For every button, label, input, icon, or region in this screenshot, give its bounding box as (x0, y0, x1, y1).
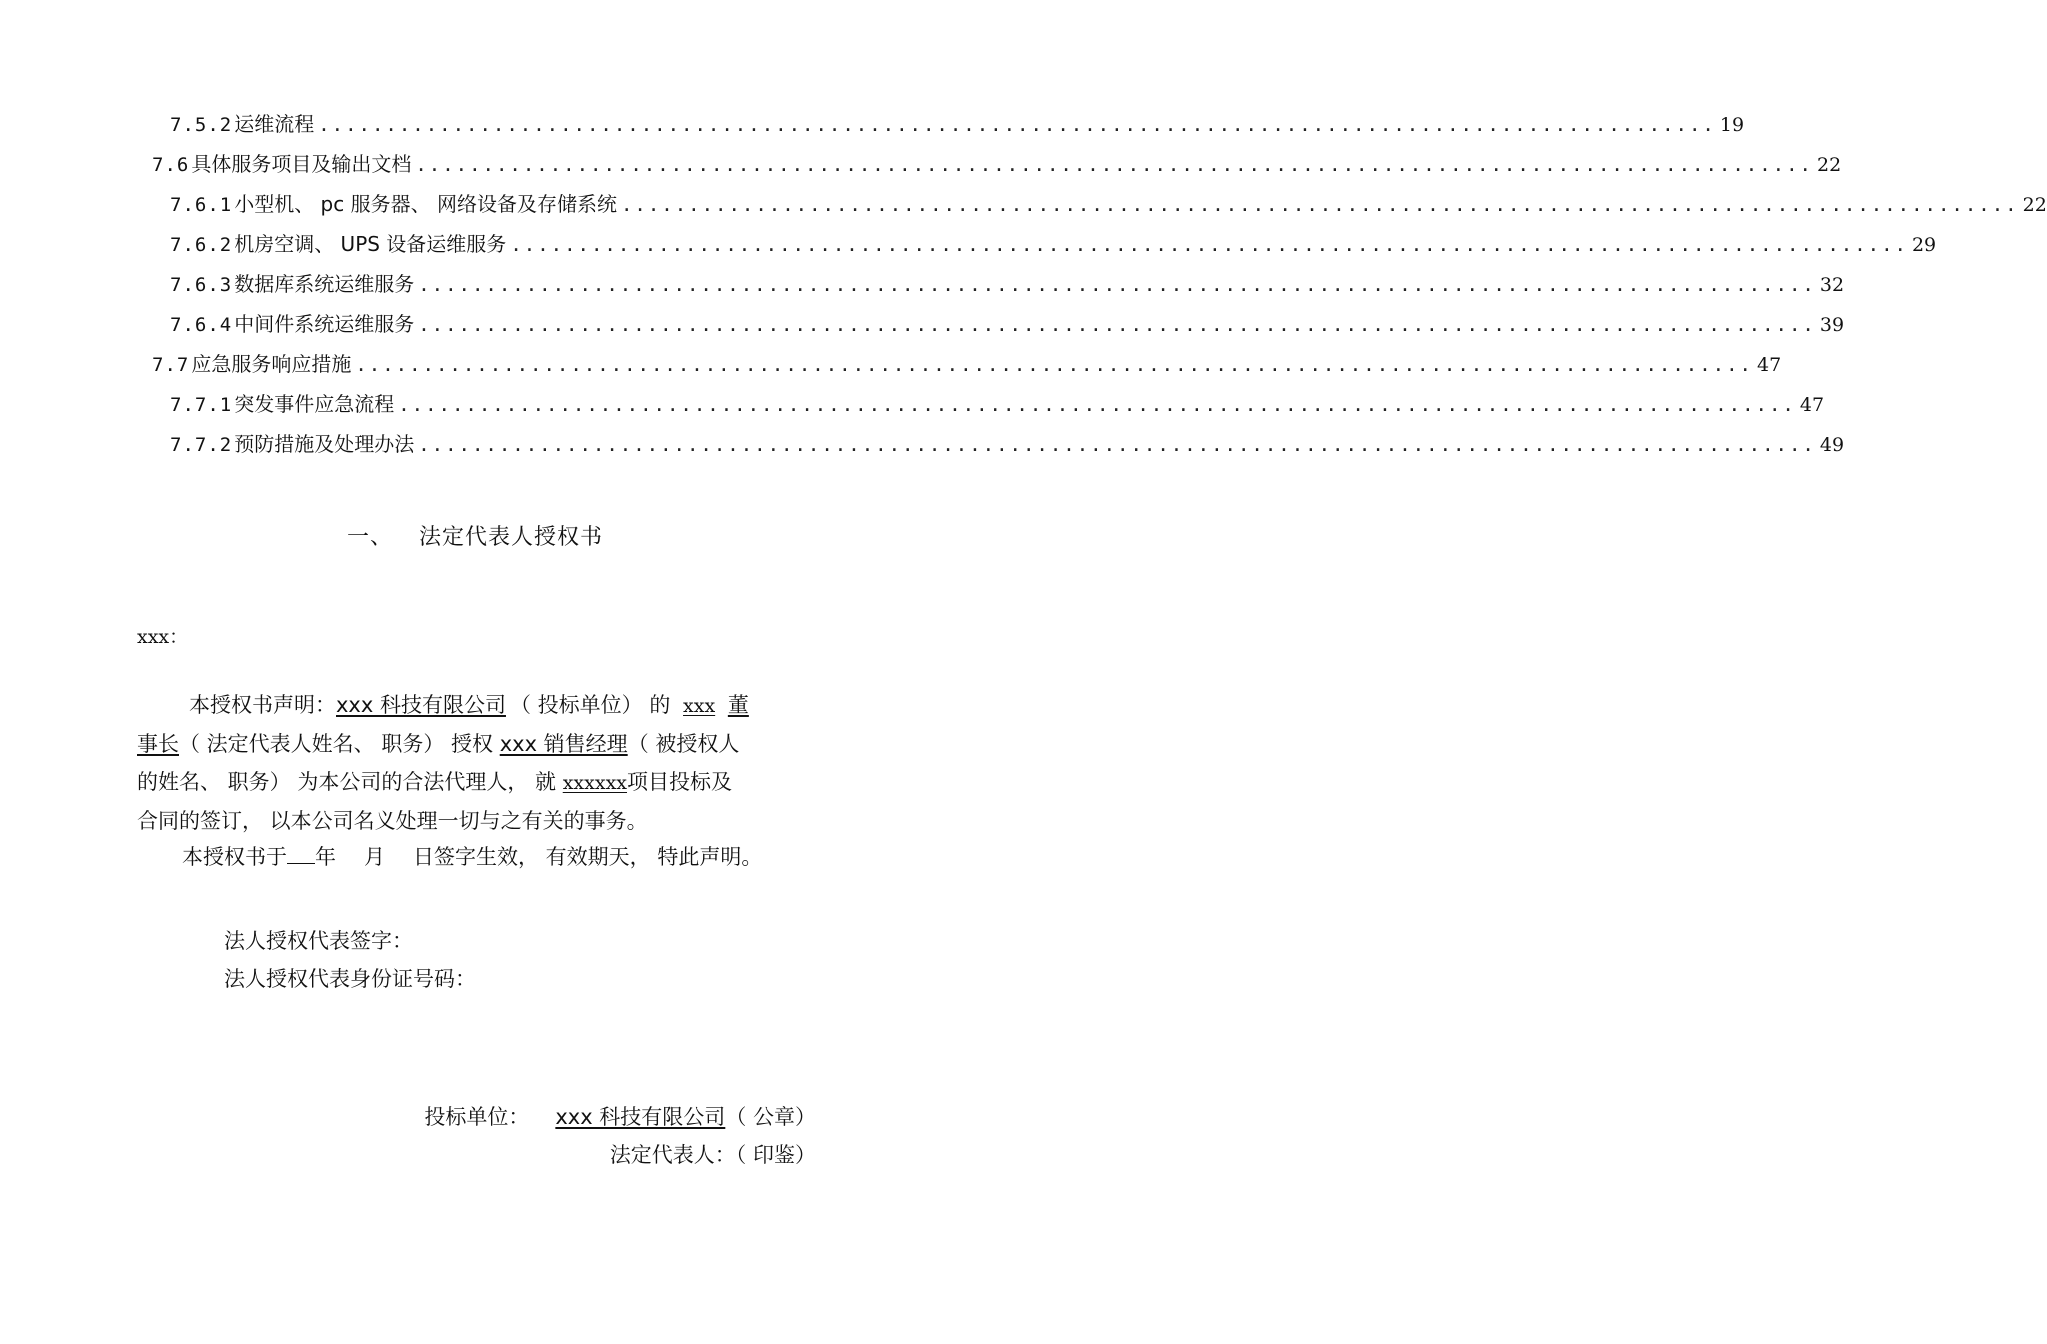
paragraph-line (137, 802, 817, 840)
bidder-company: xxx 科技有限公司 (555, 1105, 726, 1129)
toc-entry[interactable] (170, 310, 1845, 338)
toc-leader: ........................................................................................................ (398, 394, 1796, 416)
toc-title: 具体服务项目及输出文档 (191, 152, 412, 176)
toc-entry[interactable] (152, 150, 1842, 178)
company-name: xxx 科技有限公司 (336, 693, 506, 717)
legal-rep-name: xxx (683, 695, 716, 717)
toc-leader: ........................................................................................................ (418, 314, 1816, 336)
toc-number: 7.7 (152, 354, 190, 376)
seal-note: （ 公章） (725, 1105, 816, 1129)
toc-leader: ........................................................................................................ (318, 114, 1716, 136)
legal-rep-seal: 法定代表人：（ 印鉴） (609, 1143, 816, 1167)
toc-number: 7.6.3 (170, 274, 233, 296)
legal-rep-title: 董 (727, 693, 749, 717)
toc-entry[interactable] (170, 430, 1845, 458)
toc-leader: ........................................................................................................ (415, 154, 1813, 176)
signature-label: 法人授权代表签字： (224, 929, 413, 953)
agent-note-cont: 的姓名、 职务） 为本公司的合法代理人， 就 (137, 770, 557, 794)
toc-title: 数据库系统运维服务 (234, 272, 415, 296)
toc-title: 突发事件应急流程 (234, 392, 395, 416)
toc-entry[interactable] (170, 390, 1825, 418)
toc-number: 7.7.2 (170, 434, 233, 456)
toc-page: 49 (1819, 434, 1845, 456)
toc-leader: ........................................................................................................ (510, 234, 1908, 256)
toc-number: 7.6.4 (170, 314, 233, 336)
toc-page: 39 (1819, 314, 1845, 336)
year-label: 年 (315, 845, 336, 869)
toc-leader: ........................................................................................................ (418, 274, 1816, 296)
authorization-paragraph (137, 686, 817, 840)
toc-title: 小型机、 pc 服务器、 网络设备及存储系统 (234, 192, 617, 216)
toc-page: 22 (1816, 154, 1842, 176)
toc-number: 7.5.2 (170, 114, 233, 136)
legal-rep-note: （ 法定代表人姓名、 职务） 授权 (179, 732, 494, 756)
toc-entry[interactable] (170, 190, 2047, 218)
toc-page: 47 (1756, 354, 1782, 376)
statement-text: 本授权书声明： (189, 693, 336, 717)
legal-rep-title: 事长 (137, 732, 179, 756)
validity-text: 本授权书于 (182, 845, 287, 869)
section-title: 法定代表人授权书 (419, 525, 604, 550)
toc-entry[interactable] (170, 270, 1845, 298)
paragraph-line (137, 763, 817, 802)
project-note: 项目投标及 (627, 770, 733, 794)
paragraph-line (137, 686, 817, 725)
toc-title: 预防措施及处理办法 (234, 432, 415, 456)
bidder-label: 投标单位： (424, 1105, 530, 1129)
section-number: 一、 (346, 525, 393, 550)
id-number-label: 法人授权代表身份证号码： (224, 967, 476, 991)
toc-page: 19 (1719, 114, 1745, 136)
bidder-unit-note: （ 投标单位） 的 (509, 693, 671, 717)
toc-title: 机房空调、 UPS 设备运维服务 (234, 232, 507, 256)
toc-leader: ........................................................................................................ (418, 434, 1816, 456)
toc-leader: ........................................................................................................ (355, 354, 1753, 376)
toc-title: 应急服务响应措施 (191, 352, 352, 376)
paragraph-line (137, 725, 817, 763)
toc-leader: ........................................................................................................ (620, 194, 2019, 216)
toc-entry[interactable] (152, 350, 1782, 378)
toc-page: 32 (1819, 274, 1845, 296)
day-label: 日签字生效， 有效期天， 特此声明。 (413, 845, 763, 869)
toc-page: 22 (2022, 194, 2047, 216)
bidder-line (424, 1098, 816, 1136)
toc-page: 29 (1911, 234, 1937, 256)
toc-number: 7.7.1 (170, 394, 233, 416)
authorized-agent: xxx 销售经理 (499, 732, 628, 756)
toc-title: 运维流程 (234, 112, 315, 136)
salutation: xxx： (137, 626, 189, 648)
contract-note: 合同的签订， 以本公司名义处理一切与之有关的事务。 (137, 809, 648, 833)
project-name: xxxxxx (562, 772, 628, 794)
toc-number: 7.6 (152, 154, 190, 176)
section-heading (0, 520, 950, 551)
toc-number: 7.6.1 (170, 194, 233, 216)
year-blank[interactable] (287, 843, 315, 864)
toc-entry[interactable] (170, 110, 1745, 138)
agent-note: （ 被授权人 (627, 732, 740, 756)
toc-title: 中间件系统运维服务 (234, 312, 415, 336)
validity-paragraph (182, 838, 762, 876)
toc-page: 47 (1799, 394, 1825, 416)
toc-entry[interactable] (170, 230, 1937, 258)
toc-number: 7.6.2 (170, 234, 233, 256)
month-label: 月 (364, 845, 385, 869)
